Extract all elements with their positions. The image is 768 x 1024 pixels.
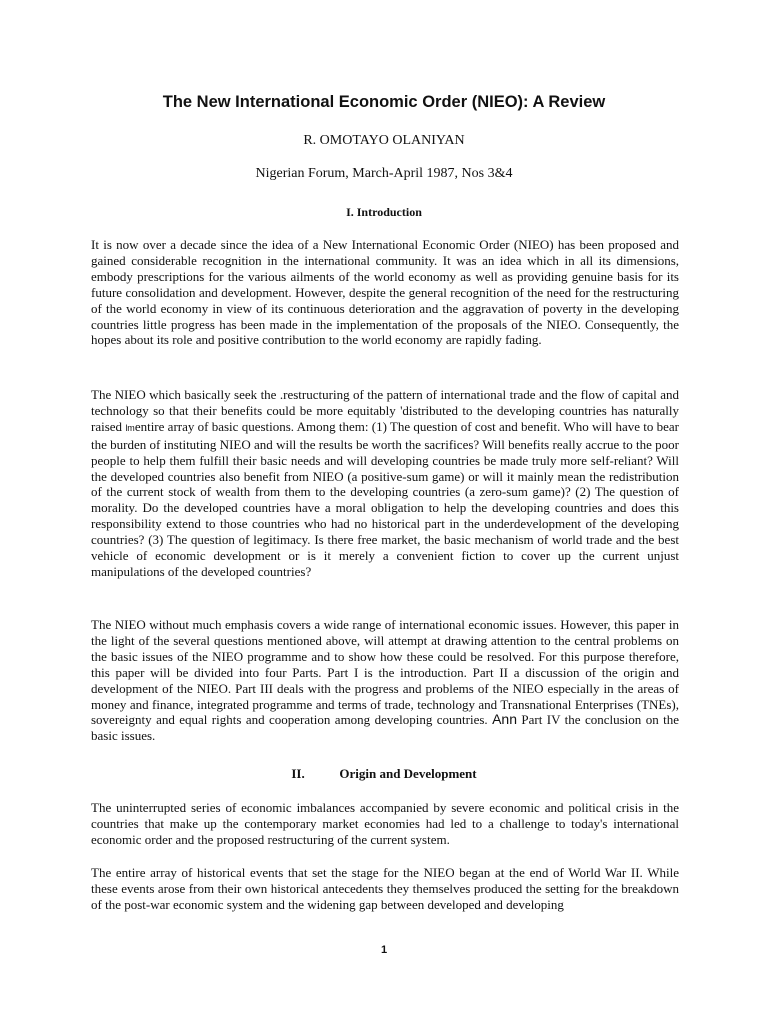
publication-source: Nigerian Forum, March-April 1987, Nos 3&4	[255, 166, 513, 181]
page-number: 1	[380, 944, 388, 956]
paragraph-origin-2: The entire array of historical events that set the stage for the NIEO began at the end of World War II. While these events arose from their own historical antecedents they themselves produced the setting for the breakdown of the post-war economic system and the widening gap between developed and developing	[91, 865, 679, 912]
paragraph-text: Part IV the conclusion on the basic issues.	[91, 712, 679, 744]
section-heading-introduction: I. Introduction	[346, 205, 422, 219]
paragraph-intro-1: It is now over a decade since the idea of a New International Economic Order (NIEO) has been proposed and gained considerable recognition in the international community. It was an idea which in all its dimensions, embody prescriptions for the various ailments of the world economy as well as providing genuine basis for its future consolidation and development. However, despite the general recognition of the need for the restructuring of the world economy in view of its continuous deterioration and the aggravation of poverty in the developing countries little progress has been made in the implementation of the proposals of the NIEO. Consequently, the hopes about its role and positive contribution to the world economy are rapidly fading.	[91, 237, 679, 348]
paragraph-text: The NIEO which basically seek the .restructuring of the pattern of international trade and the flow of capital and technology so that their benefits could be more equitably 'distributed to the developing countries has naturally raised	[91, 387, 679, 434]
ocr-artifact-mark: Ann	[492, 711, 517, 728]
section-number: II.	[291, 766, 305, 781]
paragraph-text: The NIEO without much emphasis covers a wide range of international economic issues. However, this paper in the light of the several questions mentioned above, will attempt at drawing attention to the central problems on the basic issues of the NIEO programme and to show how these could be resolved. For this purpose therefore, this paper will be divided into four Parts. Part I is the introduction. Part II a discussion of the origin and development of the NIEO. Part III deals with the progress and problems of the NIEO especially in the areas of money and finance, integrated programme and terms of trade, technology and Transnational Enterprises (TNEs), sovereignty and equal rights and cooperation among developing countries.	[91, 617, 679, 728]
paragraph-intro-3	[91, 617, 679, 744]
author-name: R. OMOTAYO OLANIYAN	[303, 133, 465, 148]
paragraph-origin-1: The uninterrupted series of economic imbalances accompanied by severe economic and political crisis in the countries that make up the contemporary market economies had led to a challenge to today's international economic order and the proposed restructuring of the current system.	[91, 800, 679, 847]
section-heading-origin	[0, 766, 768, 782]
paragraph-text: entire array of basic questions. Among them: (1) The question of cost and benefit. Who will have to bear the burden of instituting NIEO and will the results be worth the sacrifices? Will benefits really accrue to the poor people to help them fulfill their basic needs and will developing countries be made truly more self-reliant? Will the developed countries also benefit from NIEO (a positive-sum game) or will it mainly mean the redistribution of the current stock of wealth from them to the developing countries (a zero-sum game)? (2) The question of morality. Do the developed countries have a moral obligation to help the developing countries and does this responsibility extend to those countries who had no historical part in the underdevelopment of the developing countries? (3) The question of legitimacy. Is there free market, the basic mechanism of world trade and the best vehicle of economic development or is it merely a convenient fiction to cover up the current unjust manipulations of the developed countries?	[91, 418, 679, 579]
section-title: Origin and Development	[339, 766, 477, 781]
paragraph-intro-2	[91, 387, 679, 580]
document-title: The New International Economic Order (NIEO): A Review	[162, 93, 606, 111]
ocr-artifact-mark: lm	[125, 422, 135, 433]
